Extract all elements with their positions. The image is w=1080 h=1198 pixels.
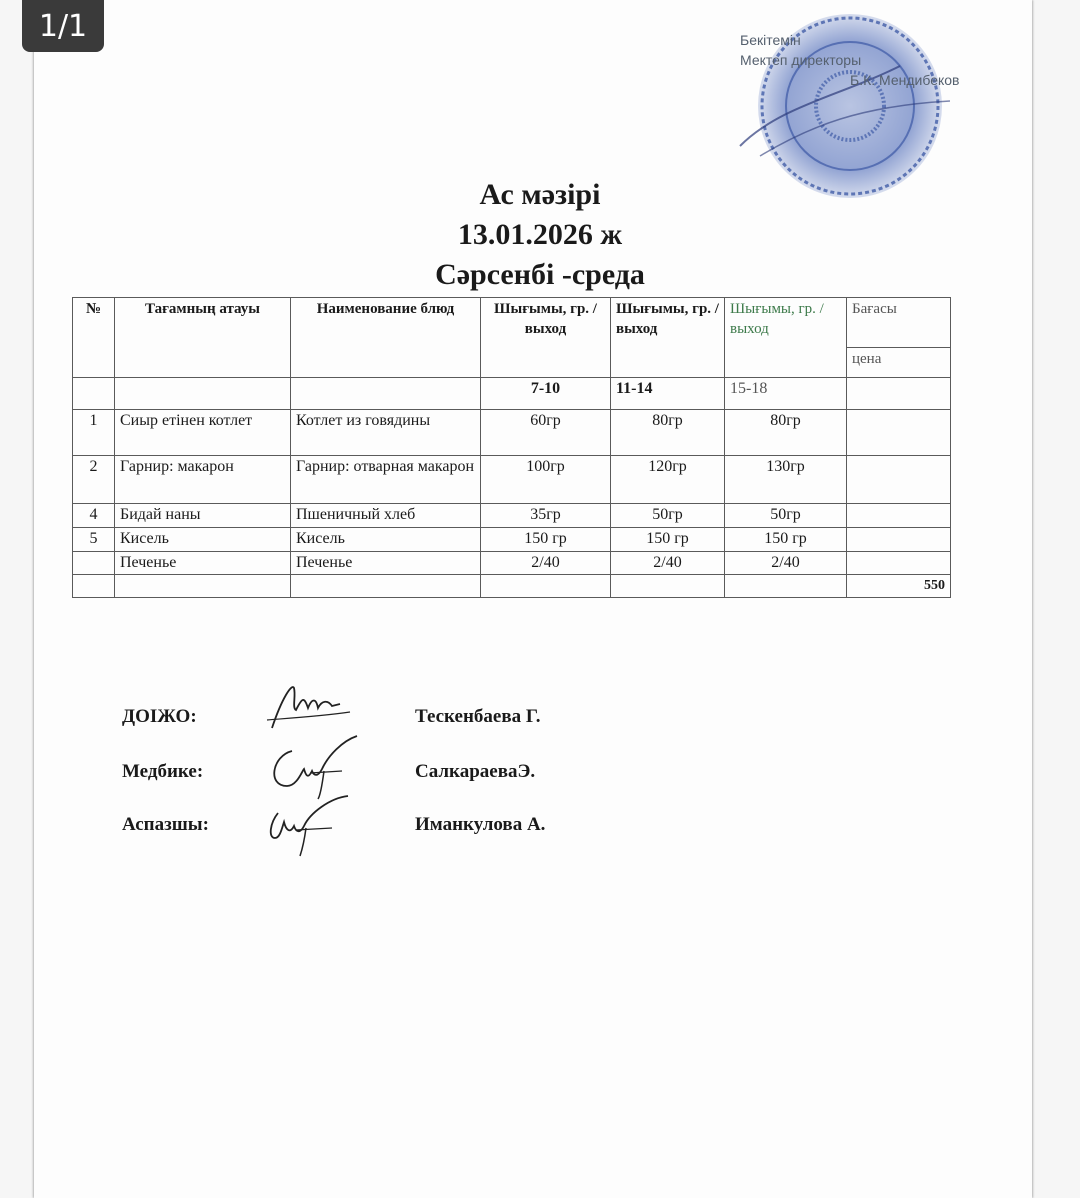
row-yield-1: 60гр — [481, 410, 611, 456]
page-indicator: 1/1 — [22, 0, 104, 52]
table-row — [73, 504, 951, 528]
header-yield-1: Шығымы, гр. / выход — [481, 298, 611, 378]
row-name-kz: Печенье — [115, 552, 291, 575]
table-row — [73, 456, 951, 504]
signature-role: ДОІЖО: — [122, 706, 197, 727]
table-total-row — [73, 575, 951, 598]
signature-role: Медбике: — [122, 761, 204, 782]
signature-name: Иманкулова А. — [415, 814, 546, 835]
row-yield-1: 2/40 — [481, 552, 611, 575]
row-yield-1: 150 гр — [481, 528, 611, 552]
header-yield-2: Шығымы, гр. / выход — [611, 298, 725, 378]
approval-line-1: Бекітемін — [740, 32, 801, 48]
row-num: 1 — [73, 410, 115, 456]
signature-name: Тескенбаева Г. — [415, 706, 541, 727]
row-price — [847, 552, 951, 575]
row-name-kz: Кисель — [115, 528, 291, 552]
header-name-ru: Наименование блюд — [291, 298, 481, 378]
row-yield-2: 80гр — [611, 410, 725, 456]
table-row — [73, 528, 951, 552]
row-name-kz: Сиыр етінен котлет — [115, 410, 291, 456]
row-name-ru: Котлет из говядины — [291, 410, 481, 456]
row-num — [73, 552, 115, 575]
row-yield-2: 150 гр — [611, 528, 725, 552]
row-num: 2 — [73, 456, 115, 504]
row-yield-2: 2/40 — [611, 552, 725, 575]
row-yield-2: 120гр — [611, 456, 725, 504]
header-price-kz: Бағасы — [847, 298, 951, 348]
row-yield-3: 130гр — [725, 456, 847, 504]
approval-line-3: Б.К. Мендибеков — [850, 72, 960, 88]
row-price — [847, 456, 951, 504]
signature-row — [122, 706, 722, 746]
table-age-row — [73, 378, 951, 410]
signature-row — [122, 814, 722, 854]
header-name-kz: Тағамның атауы — [115, 298, 291, 378]
table-row — [73, 552, 951, 575]
signature-name: СалкараеваЭ. — [415, 761, 536, 782]
row-name-ru: Гарнир: отварная макарон — [291, 456, 481, 504]
header-yield-3: Шығымы, гр. / выход — [725, 298, 847, 378]
row-yield-1: 100гр — [481, 456, 611, 504]
header-age-1: 7-10 — [481, 378, 611, 410]
row-name-kz: Гарнир: макарон — [115, 456, 291, 504]
header-price-ru: цена — [847, 348, 951, 378]
table-header-row — [73, 298, 951, 348]
row-name-ru: Печенье — [291, 552, 481, 575]
menu-table — [72, 297, 951, 598]
header-age-3: 15-18 — [725, 378, 847, 410]
signature-role: Аспазшы: — [122, 814, 209, 835]
document-title: Ас мәзірі — [479, 178, 601, 211]
row-num: 5 — [73, 528, 115, 552]
signature-row — [122, 761, 722, 801]
handwritten-signature — [260, 788, 360, 858]
table-row — [73, 410, 951, 456]
row-price — [847, 410, 951, 456]
row-num: 4 — [73, 504, 115, 528]
approval-block — [740, 30, 960, 90]
row-name-ru: Кисель — [291, 528, 481, 552]
document-day: Сәрсенбі -среда — [435, 258, 645, 291]
row-yield-3: 50гр — [725, 504, 847, 528]
row-price — [847, 504, 951, 528]
row-yield-3: 80гр — [725, 410, 847, 456]
row-name-ru: Пшеничный хлеб — [291, 504, 481, 528]
row-yield-3: 2/40 — [725, 552, 847, 575]
header-age-2: 11-14 — [611, 378, 725, 410]
row-yield-1: 35гр — [481, 504, 611, 528]
row-yield-2: 50гр — [611, 504, 725, 528]
row-name-kz: Бидай наны — [115, 504, 291, 528]
row-yield-3: 150 гр — [725, 528, 847, 552]
row-price — [847, 528, 951, 552]
document-date: 13.01.2026 ж — [457, 218, 623, 251]
approval-line-2: Мектеп директоры — [740, 52, 862, 68]
header-num: № — [73, 298, 115, 378]
total-price: 550 — [847, 575, 951, 598]
